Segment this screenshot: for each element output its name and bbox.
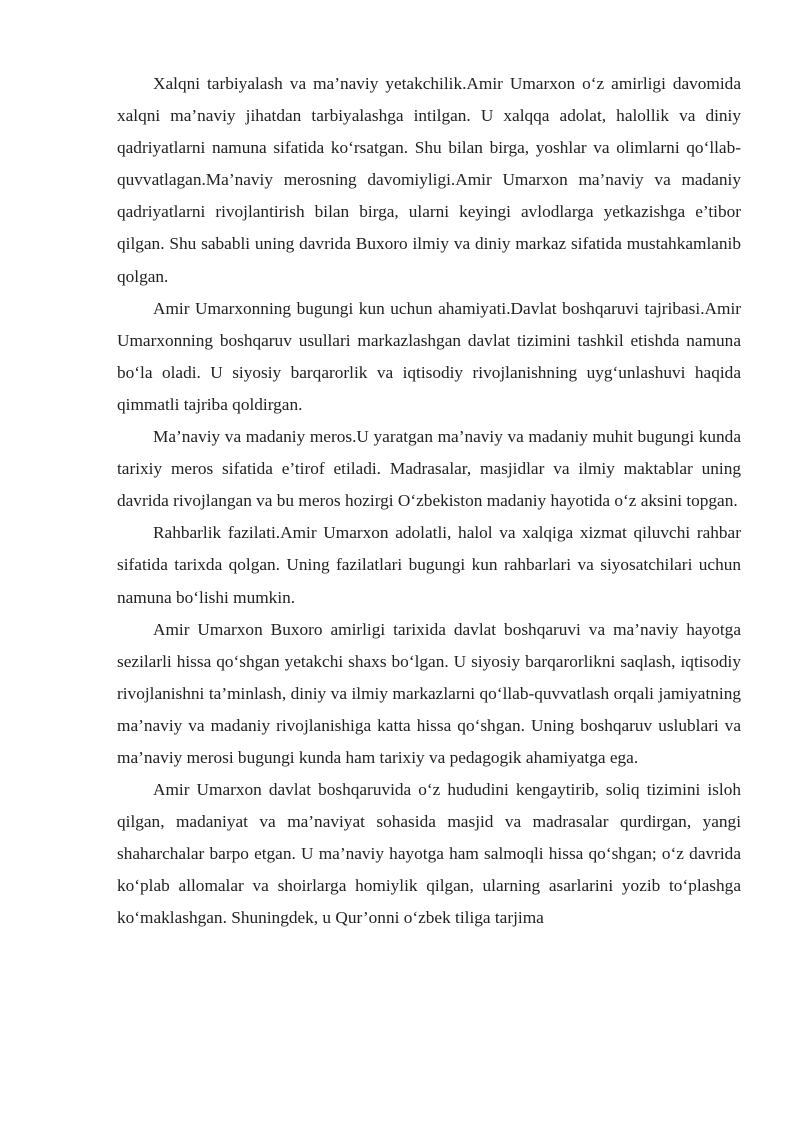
paragraph-summary: Amir Umarxon Buxoro amirligi tarixida davlat boshqaruvi va ma’naviy hayotga sezilarli hissa qo‘shgan yetakchi shaxs bo‘lgan. U siyosiy barqarorlikni saqlash, iqtisodiy rivojlanishni ta’minlash, diniy va ilmiy markazlarni qo‘llab-quvvatlash orqali jamiyatning ma’naviy va madaniy rivojlanishiga katta hissa qo‘shgan. Uning boshqaruv uslublari va ma’naviy merosi bugungi kunda ham tarixiy va pedagogik ahamiyatga ega. bbox=[117, 619, 741, 767]
paragraph-significance-today: Amir Umarxonning bugungi kun uchun ahamiyati.Davlat boshqaruvi tajribasi.Amir Umarxonning boshqaruv usullari markazlashgan davlat tizimini tashkil etishda namuna bo‘la oladi. U siyosiy barqarorlik va iqtisodiy rivojlanishning uyg‘unlashuvi haqida qimmatli tajriba qoldirgan. bbox=[117, 298, 741, 414]
paragraph-cultural-heritage: Ma’naviy va madaniy meros.U yaratgan ma’naviy va madaniy muhit bugungi kunda tarixiy meros sifatida e’tirof etiladi. Madrasalar, masjidlar va ilmiy maktablar uning davrida rivojlangan va bu meros hozirgi O‘zbekiston madaniy hayotida o‘z aksini topgan. bbox=[117, 427, 741, 511]
paragraph-reforms: Amir Umarxon davlat boshqaruvida o‘z hududini kengaytirib, soliq tizimini isloh qilgan, madaniyat va ma’naviyat sohasida masjid va madrasalar qurdirgan, yangi shaharchalar barpo etgan. U ma’naviy hayotga ham salmoqli hissa qo‘shgan; o‘z davrida ko‘plab allomalar va shoirlarga homiylik qilgan, ularning asarlarini yozib to‘plashga ko‘maklashgan. Shuningdek, u Qur’onni o‘zbek tiliga tarjima bbox=[117, 780, 741, 928]
document-page bbox=[117, 68, 741, 935]
paragraph-ethical-leadership: Xalqni tarbiyalash va ma’naviy yetakchilik.Amir Umarxon o‘z amirligi davomida xalqni ma’naviy jihatdan tarbiyalashga intilgan. U xalqqa adolat, halollik va diniy qadriyatlarni namuna sifatida ko‘rsatgan. Shu bilan birga, yoshlar va olimlarni qo‘llab-quvvatlagan.Ma’naviy merosning davomiyligi.Amir Umarxon ma’naviy va madaniy qadriyatlarni rivojlantirish bilan birga, ularni keyingi avlodlarga yetkazishga e’tibor qilgan. Shu sababli uning davrida Buxoro ilmiy va diniy markaz sifatida mustahkamlanib qolgan. bbox=[117, 74, 741, 286]
paragraph-leadership-virtue: Rahbarlik fazilati.Amir Umarxon adolatli, halol va xalqiga xizmat qiluvchi rahbar sifatida tarixda qolgan. Uning fazilatlari bugungi kun rahbarlari va siyosatchilari uchun namuna bo‘lishi mumkin. bbox=[117, 523, 741, 607]
